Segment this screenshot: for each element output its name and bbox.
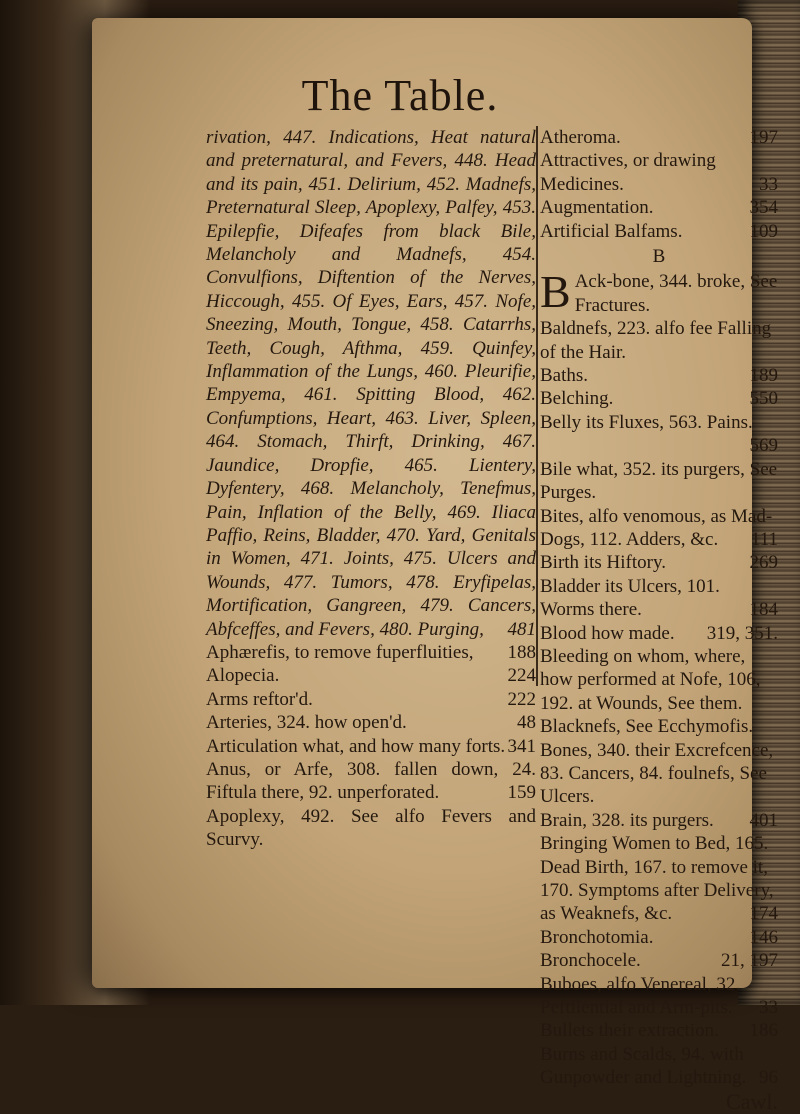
- index-entry: [540, 739, 778, 809]
- page-ref: 146: [749, 926, 778, 948]
- index-entry: [206, 735, 536, 758]
- page-ref: 319, 351.: [706, 622, 778, 644]
- entry-text: Atheroma.: [540, 127, 621, 148]
- page-ref: 21, 197: [721, 950, 778, 972]
- entry-text: Aphærefis, to remove fuperfluities,: [206, 641, 474, 663]
- page-title: The Table.: [301, 71, 499, 120]
- index-entry: [540, 926, 778, 949]
- entry-text: Attractives, or drawing Medicines.: [540, 150, 716, 195]
- page-ref: 111: [750, 528, 778, 550]
- entry-text: Arteries, 324. how open'd.: [206, 712, 407, 734]
- entry-text: Buboes, alfo Venereal, 32. Peftilential and Arm-pits.: [540, 973, 741, 1019]
- entry-text: Burns and Scalds, 94. with Gunpowder and Lightning.: [540, 1043, 747, 1089]
- entry-text: Bites, alfo venomous, as Mad-Dogs, 112. Adders, &c.: [540, 505, 773, 550]
- index-entry: [540, 575, 778, 622]
- index-entry: [540, 715, 778, 738]
- right-column: [540, 126, 778, 1113]
- page-ref: 109: [749, 220, 778, 242]
- catchword: Cawl.: [726, 1088, 778, 1114]
- entry-text: Brain, 328. its purgers.: [540, 809, 714, 831]
- index-entry: [540, 126, 778, 149]
- entry-text: Arms reftor'd.: [206, 688, 313, 710]
- entry-text: Bullets their extraction.: [540, 1020, 719, 1042]
- page-ref: 354: [749, 197, 778, 219]
- entry-text: Baths.: [540, 365, 589, 387]
- page-ref: 188: [507, 641, 536, 663]
- page-ref: 481: [507, 618, 536, 640]
- left-entries-list: [206, 641, 536, 852]
- index-entry: [540, 458, 778, 505]
- index-entry: [206, 664, 536, 687]
- index-entry: [540, 809, 778, 832]
- index-entry: [540, 1019, 778, 1042]
- entry-text: Belly its Fluxes, 563. Pains.: [540, 411, 753, 433]
- index-entry: [540, 505, 778, 552]
- right-entries-b: [540, 266, 778, 1089]
- entry-text: Bladder its Ulcers, 101. Worms there.: [540, 575, 720, 621]
- entry-text: Belching.: [540, 388, 614, 410]
- index-paragraph-text: rivation, 447. Indications, Heat natural and preternatural, and Fevers, 448. Head and its pain, 451. Delirium, 452. Madnefs, Preternatural Sleep, Apoplexy, Palfey, 453. Epilepfie, Difeafes from black Bile, Melancholy and Madnefs, 454. Convulfions, Diftention of the Nerves, Hiccough, 455. Of Eyes, Ears, 457. Nofe, Sneezing, Mouth, Tongue, 458. Catarrhs, Teeth, Cough, Afthma, 459. Quinfey, Inflammation of the Lungs, 460. Pleurifie, Empyema, 461. Spitting Blood, 462. Confumptions, Heart, 463. Liver, Spleen, 464. Stomach, Thirft, Drinking, 467. Jaundice, Dropfie, 465. Lientery, Dyfentery, 468. Melancholy, Tenefmus, Pain, Inflation of the Belly, 469. Iliaca Paffio, Reins, Bladder, 470. Yard, Genitals in Women, 471. Joints, 475. Ulcers and Wounds, 477. Tumors, 478. Eryfipelas, Mortification, Gangreen, 479. Cancers, Abfceffes, and Fevers, 480. Purging,: [206, 127, 536, 640]
- page-ref: 189: [749, 365, 778, 387]
- drop-cap: B: [540, 266, 571, 318]
- index-entry: [540, 149, 778, 196]
- entry-text: Bleeding on whom, where, how performed at Nofe, 106, 192. at Wounds, See them.: [540, 645, 761, 714]
- index-entry: [540, 949, 778, 972]
- index-entry: [540, 196, 778, 219]
- page-ref: 184: [749, 599, 778, 621]
- column-divider: [536, 126, 538, 686]
- entry-text: Anus, or Arfe, 308. fallen down, 24. Fiftula there, 92. unperforated.: [206, 758, 536, 804]
- page-ref: 174: [749, 903, 778, 925]
- page-ref: 186: [749, 1020, 778, 1042]
- entry-text: Augmentation.: [540, 197, 654, 219]
- entry-text: Alopecia.: [206, 665, 280, 687]
- section-letter: B: [652, 246, 666, 268]
- index-entry: [206, 805, 536, 852]
- index-entry: [206, 758, 536, 805]
- index-entry: [540, 364, 778, 387]
- index-entry: [540, 622, 778, 645]
- index-entry: [206, 711, 536, 734]
- page-ref: 550: [749, 388, 778, 410]
- entry-text: Bronchocele.: [540, 950, 641, 972]
- entry-text: Bile what, 352. its purgers, See Purges.: [540, 458, 778, 504]
- page-ref: 159: [507, 782, 536, 804]
- index-entry: [540, 645, 778, 715]
- index-entry: [540, 387, 778, 410]
- index-entry: [540, 220, 778, 243]
- page-ref: 401: [749, 809, 778, 831]
- entry-text: Bronchotomia.: [540, 926, 654, 948]
- index-entry: [206, 688, 536, 711]
- left-column: [206, 126, 536, 852]
- index-entry: [540, 266, 778, 318]
- index-paragraph: [206, 126, 536, 641]
- page-ref: 33: [759, 173, 778, 195]
- page-ref: 569: [749, 435, 778, 457]
- page-ref: 269: [749, 552, 778, 574]
- entry-text: Bones, 340. their Excrefcence, 83. Cancers, 84. foulnefs, See Ulcers.: [540, 739, 774, 808]
- entry-text: Blood how made.: [540, 622, 675, 644]
- entry-text: Birth its Hiftory.: [540, 552, 666, 574]
- entry-text: Ack-bone, 344. broke, See Fractures.: [574, 271, 778, 316]
- index-entry: [540, 317, 778, 364]
- index-entry: [540, 832, 778, 926]
- page-ref: 341: [507, 735, 536, 757]
- index-entry: [540, 411, 778, 458]
- page-ref: 48: [517, 712, 536, 734]
- entry-text: Baldnefs, 223. alfo fee Falling of the Hair.: [540, 318, 772, 363]
- index-entry: [540, 1043, 778, 1090]
- index-entry: [540, 973, 778, 1020]
- page-ref: 224: [507, 665, 536, 687]
- right-entries-a: [540, 126, 778, 243]
- entry-text: Blacknefs, See Ecchymofis.: [540, 716, 754, 738]
- page-ref: 222: [507, 688, 536, 710]
- index-entry: [540, 551, 778, 574]
- entry-text: Bringing Women to Bed, 165. Dead Birth, 167. to remove it, 170. Symptoms after Delivery, as Weaknefs, &c.: [540, 833, 774, 925]
- index-entry: [206, 641, 536, 664]
- entry-text: Articulation what, and how many forts.: [206, 735, 506, 757]
- page-ref: 33: [759, 997, 778, 1019]
- page-ref: 197: [749, 127, 778, 148]
- page-ref: 96: [759, 1067, 778, 1089]
- entry-text: Apoplexy, 492. See alfo Fevers and Scurvy.: [206, 805, 536, 851]
- entry-text: Artificial Balfams.: [540, 220, 683, 242]
